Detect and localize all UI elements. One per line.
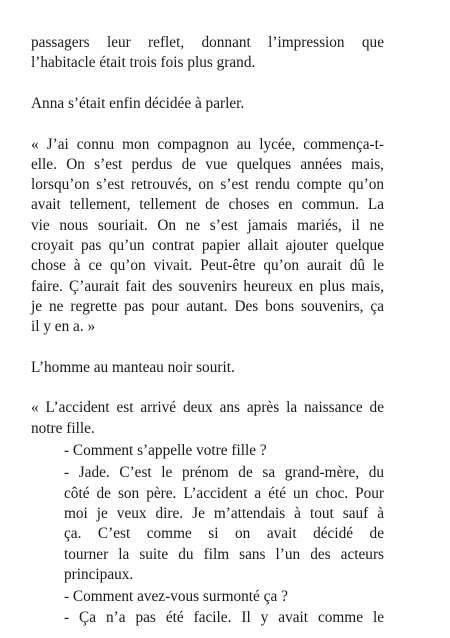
text-line: croyait pas qu’un contrat papier allait ajouter quelque [31, 237, 384, 254]
text-line: - Jade. C’est le prénom de sa grand-mère, du [64, 464, 384, 481]
text-line: vie nous souriait. On ne s’est jamais mariés, il ne [31, 217, 384, 234]
text-line: elle. On s’est perdus de vue quelques années mais, [31, 156, 384, 173]
text-line: avait tellement, tellement de choses en commun. La [31, 196, 384, 213]
text-line: moi je veux dire. Je m’attendais à tout sauf à [64, 505, 384, 522]
text-line: - Comment s’appelle votre fille ? [64, 442, 267, 459]
text-line: notre fille. [31, 420, 95, 437]
text-line: principaux. [64, 566, 134, 583]
text-line: passagers leur reflet, donnant l’impression que [31, 34, 384, 51]
text-line: il y en a. » [31, 318, 96, 335]
text-line: Anna s’était enfin décidée à parler. [31, 95, 245, 112]
text-line: chose à ce qu’on vivait. Peut-être qu’on aurait dû le [31, 257, 384, 274]
text-line: je ne regrette pas pour autant. Des bons souvenirs, ça [31, 298, 384, 315]
text-line: « L’accident est arrivé deux ans après la naissance de [31, 399, 384, 416]
text-line: lorsqu’on s’est retrouvés, on s’est rendu compte qu’on [31, 176, 384, 193]
text-line: - Ça n’a pas été facile. Il y avait comme le [64, 609, 384, 626]
text-line: L’homme au manteau noir sourit. [31, 359, 235, 376]
text-line: faire. Ç’aurait fait des souvenirs heureux en plus mais, [31, 278, 384, 295]
text-line: tourner la suite du film sans l’un des acteurs [64, 546, 384, 563]
text-line: ça. C’est comme si on avait décidé de [64, 525, 384, 542]
text-line: - Comment avez-vous surmonté ça ? [64, 588, 288, 605]
text-line: côté de son père. L’accident a été un choc. Pour [64, 485, 384, 502]
text-line: l’habitacle était trois fois plus grand. [31, 54, 256, 71]
text-line: « J’ai connu mon compagnon au lycée, commença-t- [31, 136, 384, 153]
